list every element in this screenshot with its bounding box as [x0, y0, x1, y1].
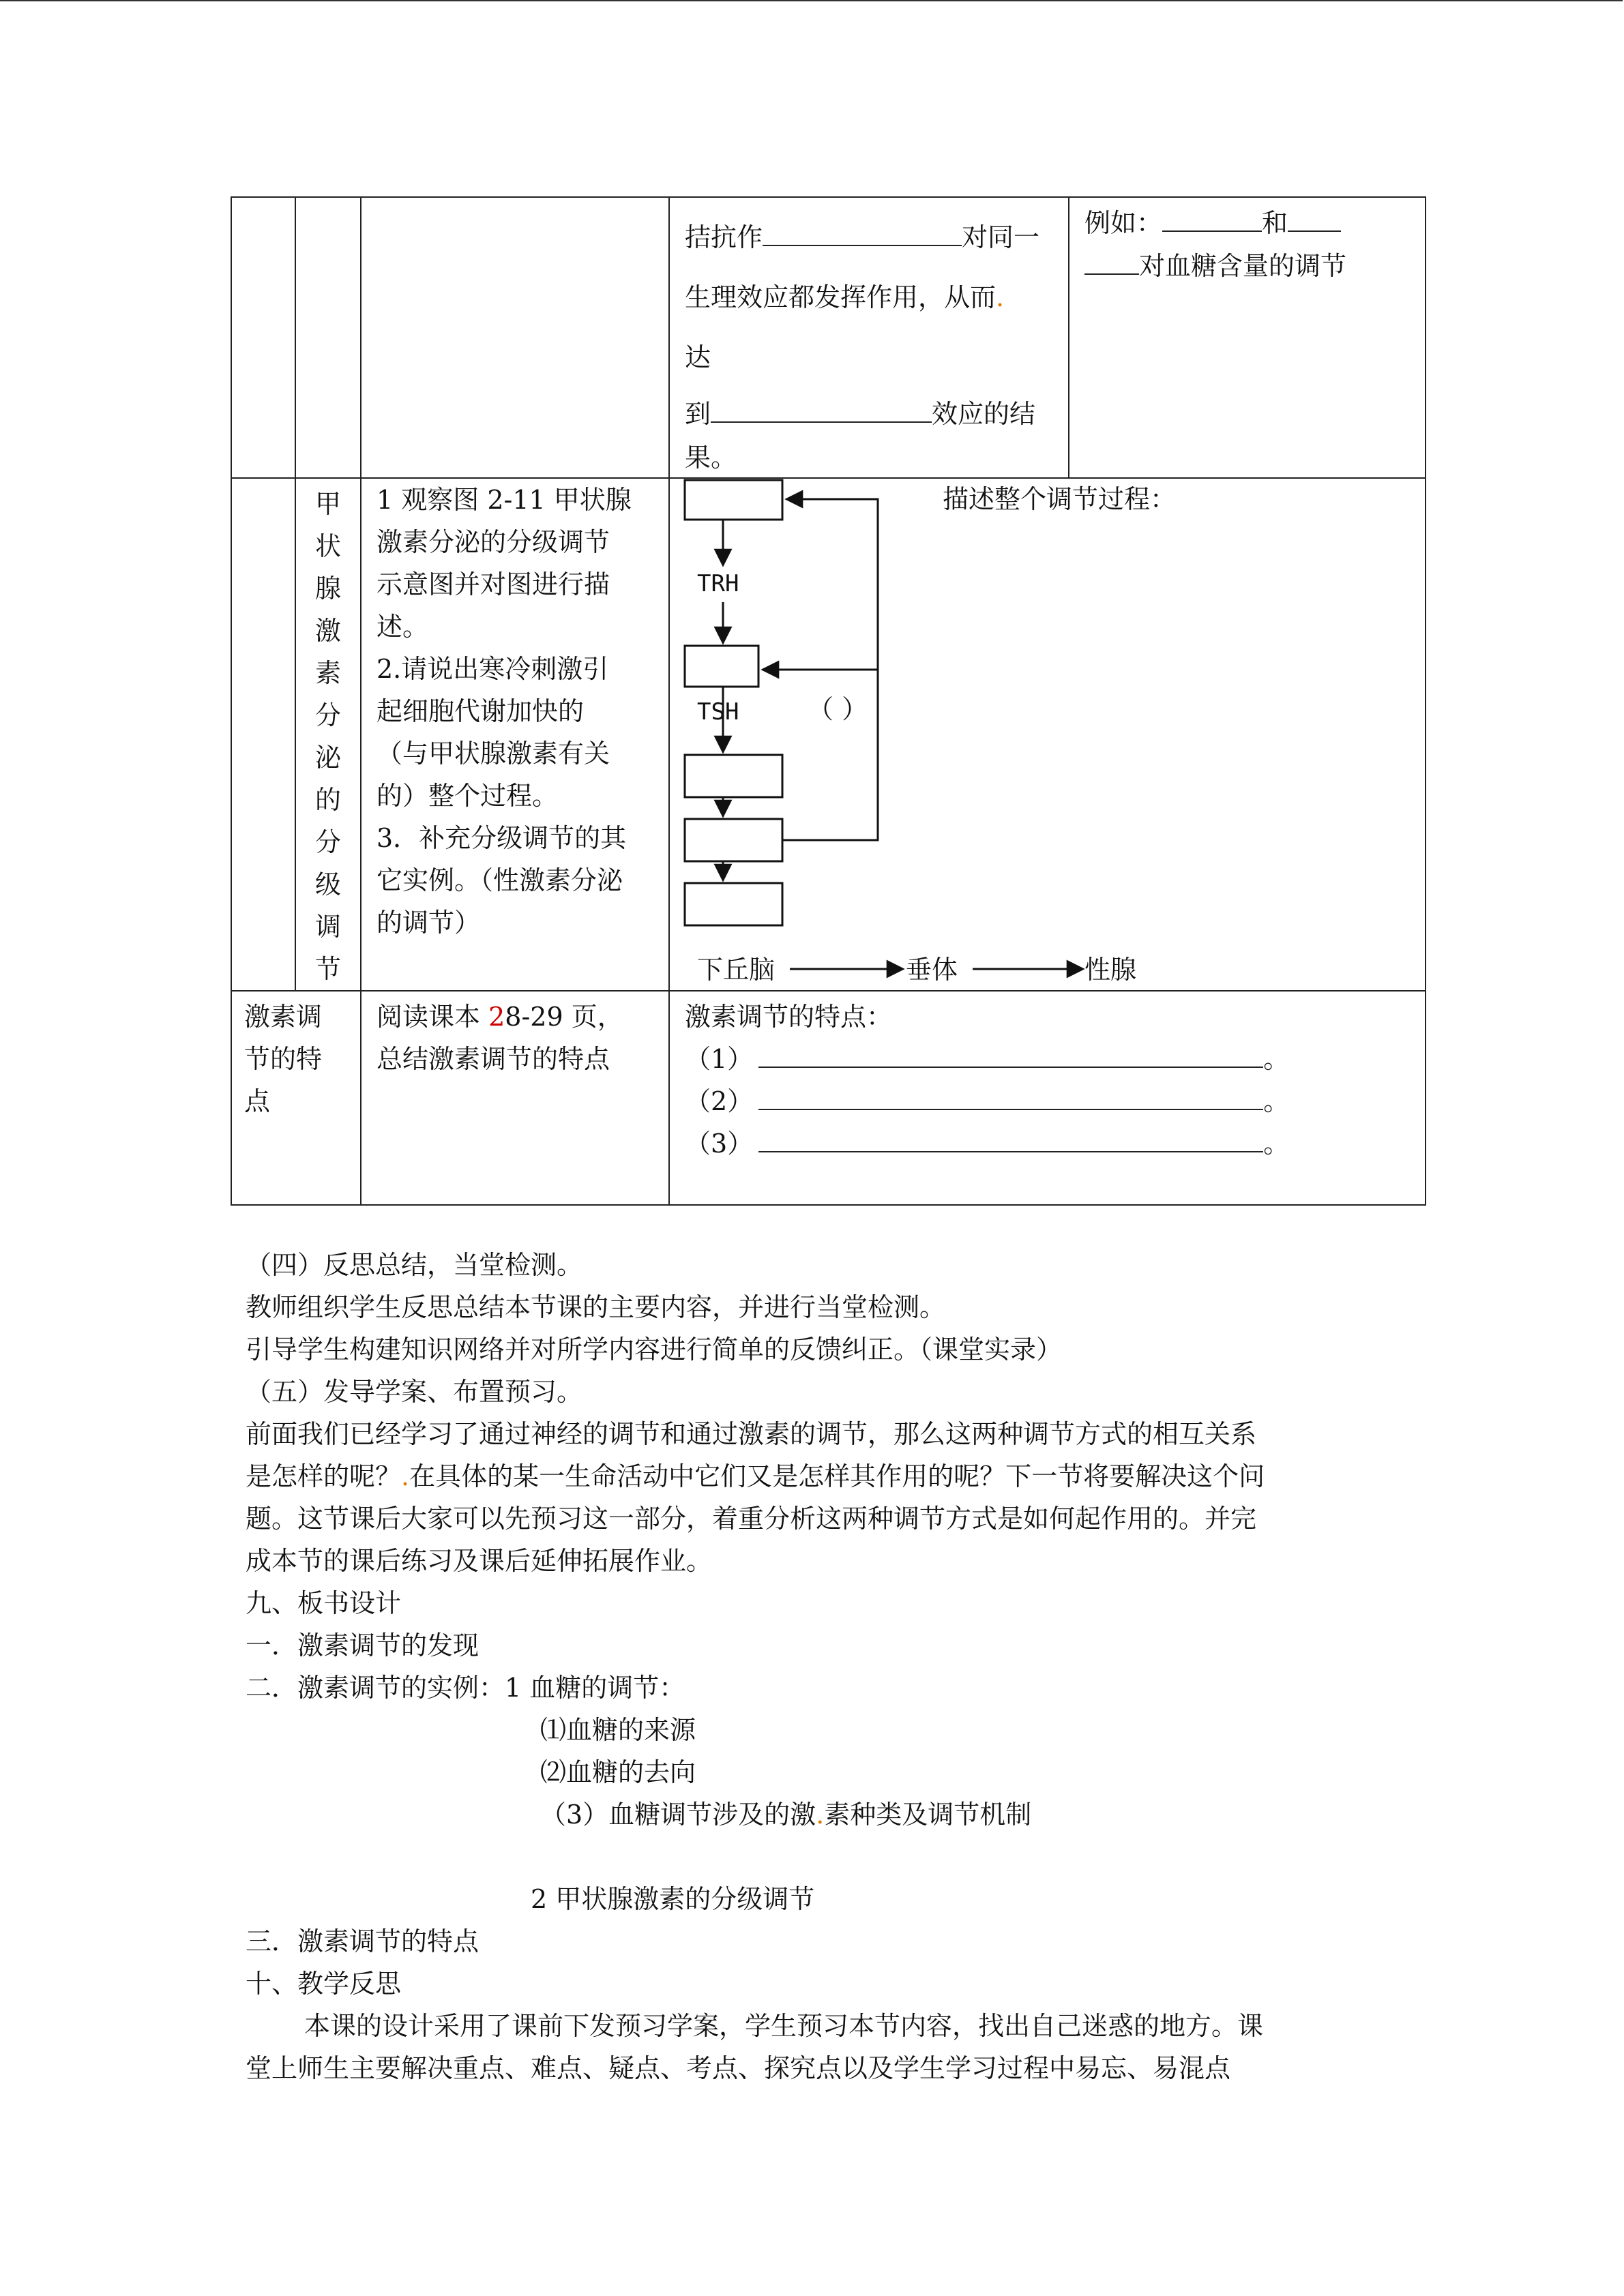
paragraph: 成本节的课后练习及课后延伸拓展作业。 [246, 1546, 713, 1576]
diagram-svg [670, 479, 1426, 986]
end-mark: 。 [1263, 1086, 1290, 1116]
paragraph: 题。这节课后大家可以先预习这一部分，着重分析这两种调节方式是如何起作用的。并完 [246, 1504, 1257, 1534]
task-line: 3．补充分级调节的其 [377, 823, 627, 853]
topic-vertical-text [314, 483, 342, 990]
board-subitem: ⑴血糖的来源 [540, 1715, 696, 1745]
feature-item [685, 1122, 1415, 1165]
topic-char: 泌 [314, 743, 341, 773]
topic-char: 分 [314, 827, 341, 857]
text: 拮抗作 [685, 222, 763, 252]
text: 到 [685, 399, 711, 429]
dot-mark: . [816, 1800, 825, 1830]
box-effect[interactable] [685, 883, 782, 925]
dot-mark: . [996, 282, 1005, 312]
topic-text [232, 992, 360, 1122]
cell-example [1069, 197, 1426, 478]
board-subitem: ⑵血糖的去向 [540, 1757, 696, 1787]
text: 在具体的某一生命活动中它们又是怎样其作用的呢？下一节将要解决这个问 [409, 1461, 1265, 1491]
text: 对血糖含量的调节 [1139, 251, 1347, 281]
topic-line: 激素调 [244, 1002, 323, 1032]
cell-features [669, 991, 1426, 1205]
task-line: 1 观察图 2-11 甲状腺 [377, 485, 632, 515]
cell-tasks [361, 478, 669, 991]
cell-read-task [361, 991, 669, 1205]
task-line: 激素分泌的分级调节 [377, 527, 610, 557]
board-item: 二．激素调节的实例：1 血糖的调节： [246, 1673, 685, 1703]
box-hormone[interactable] [685, 819, 782, 861]
box-hypothalamus[interactable] [685, 480, 782, 520]
topic-char: 甲 [314, 489, 341, 519]
table-row [231, 991, 1426, 1205]
cell-empty [231, 478, 295, 991]
topic-line: 点 [244, 1086, 271, 1116]
task-line: 的调节） [377, 908, 481, 938]
end-mark: 。 [1263, 1044, 1290, 1074]
box-pituitary[interactable] [685, 646, 758, 687]
feature-list [685, 1038, 1415, 1165]
board-item: 三．激素调节的特点 [246, 1926, 479, 1956]
topic-char: 调 [314, 912, 341, 942]
topic-char: 的 [314, 785, 341, 815]
topic-line: 节的特 [244, 1044, 323, 1074]
cell-topic-features [231, 991, 361, 1205]
label-trh: TRH [697, 570, 739, 597]
dot-mark: . [401, 1461, 410, 1491]
fill-blank[interactable] [758, 1124, 1263, 1152]
feature-item [685, 1080, 1415, 1122]
table-row [231, 197, 1426, 478]
task-list [361, 479, 668, 944]
chain-gonad: 性腺 [1084, 955, 1137, 985]
cell-empty [361, 197, 669, 478]
topic-char: 腺 [314, 573, 341, 603]
text: 效应的结 [932, 399, 1036, 429]
paragraph: （五）发导学案、布置预习。 [246, 1377, 583, 1407]
task-line: 2.请说出寒冷刺激引 [377, 654, 609, 684]
lesson-table [231, 196, 1426, 1206]
text: 是怎样的呢？ [246, 1461, 402, 1491]
spacer [246, 1836, 1378, 1878]
fill-blank[interactable] [758, 1039, 1263, 1068]
box-thyroid[interactable] [685, 755, 782, 797]
text: 素种类及调节机制 [824, 1800, 1032, 1830]
feature-number: （1） [685, 1044, 754, 1074]
board-subitem [246, 1793, 1378, 1836]
text-red: 2 [488, 1002, 505, 1032]
label-tsh: TSH [697, 698, 739, 726]
task-line: 示意图并对图进行描 [377, 569, 610, 599]
task-line: （与甲状腺激素有关 [377, 739, 610, 769]
feature-number: （2） [685, 1086, 754, 1116]
board-subitem: 2 甲状腺激素的分级调节 [531, 1884, 815, 1914]
task-line: 起细胞代谢加快的 [377, 696, 585, 726]
feature-number: （3） [685, 1129, 754, 1159]
text: 8-29 页， [505, 1002, 623, 1032]
paragraph [246, 1455, 1378, 1497]
topic-char: 级 [314, 869, 341, 899]
text: 例如： [1084, 208, 1163, 238]
chain-hypothalamus: 下丘脑 [697, 955, 776, 985]
label-blank-paren: （ ） [808, 694, 868, 724]
board-item: 一．激素调节的发现 [246, 1630, 479, 1660]
fill-blank[interactable] [763, 218, 962, 246]
text: 生理效应都发挥作用，从而 [685, 282, 996, 312]
fill-blank[interactable] [1084, 246, 1139, 275]
feature-item [685, 1038, 1415, 1080]
fill-blank[interactable] [1288, 203, 1341, 232]
paragraph: 堂上师生主要解决重点、难点、疑点、考点、探究点以及学生学习过程中易忘、易混点 [246, 2053, 1231, 2083]
end-mark: 。 [1263, 1129, 1290, 1159]
section-heading: 九、板书设计 [246, 1588, 402, 1618]
thyroid-regulation-diagram [670, 479, 1426, 986]
paragraph: 前面我们已经学习了通过神经的调节和通过激素的调节，那么这两种调节方式的相互关系 [246, 1419, 1257, 1449]
task-line: 它实例。（性激素分泌 [377, 865, 623, 895]
text: 总结激素调节的特点 [377, 1044, 610, 1074]
topic-char: 状 [314, 531, 341, 561]
fill-blank[interactable] [758, 1082, 1263, 1110]
paragraph: 本课的设计采用了课前下发预习学案，学生预习本节内容，找出自己迷惑的地方。课 [304, 2011, 1264, 2041]
task-line: 述。 [377, 612, 429, 642]
text: 对同一 [962, 222, 1040, 252]
fill-blank[interactable] [1162, 203, 1262, 232]
cell-diagram [669, 478, 1426, 991]
text: （3）血糖调节涉及的激 [540, 1800, 816, 1830]
paragraph: 教师组织学生反思总结本节课的主要内容，并进行当堂检测。 [246, 1292, 946, 1322]
text: 阅读课本 [377, 1002, 489, 1032]
table-row [231, 478, 1426, 991]
topic-char: 节 [314, 954, 341, 984]
chain-pituitary: 垂体 [906, 955, 958, 985]
topic-char: 分 [314, 700, 341, 730]
describe-label: 描述整个调节过程： [943, 484, 1177, 514]
topic-char: 激 [314, 616, 341, 646]
paragraph: 引导学生构建知识网络并对所学内容进行简单的反馈纠正。（课堂实录） [246, 1335, 1063, 1365]
fill-blank[interactable] [711, 394, 932, 423]
topic-char: 素 [314, 658, 341, 688]
cell-empty [231, 197, 295, 478]
body-section [246, 1244, 1378, 2089]
text: 果。 [685, 443, 737, 473]
section-heading: 十、教学反思 [246, 1969, 402, 1999]
text: 和 [1262, 208, 1288, 238]
text: 达 [685, 342, 711, 372]
cell-antagonism [669, 197, 1069, 478]
task-line: 的）整个过程。 [377, 781, 559, 811]
paragraph: （四）反思总结，当堂检测。 [246, 1250, 583, 1280]
features-title: 激素调节的特点： [685, 1002, 893, 1032]
cell-topic-thyroid [295, 478, 361, 991]
cell-empty [295, 197, 361, 478]
